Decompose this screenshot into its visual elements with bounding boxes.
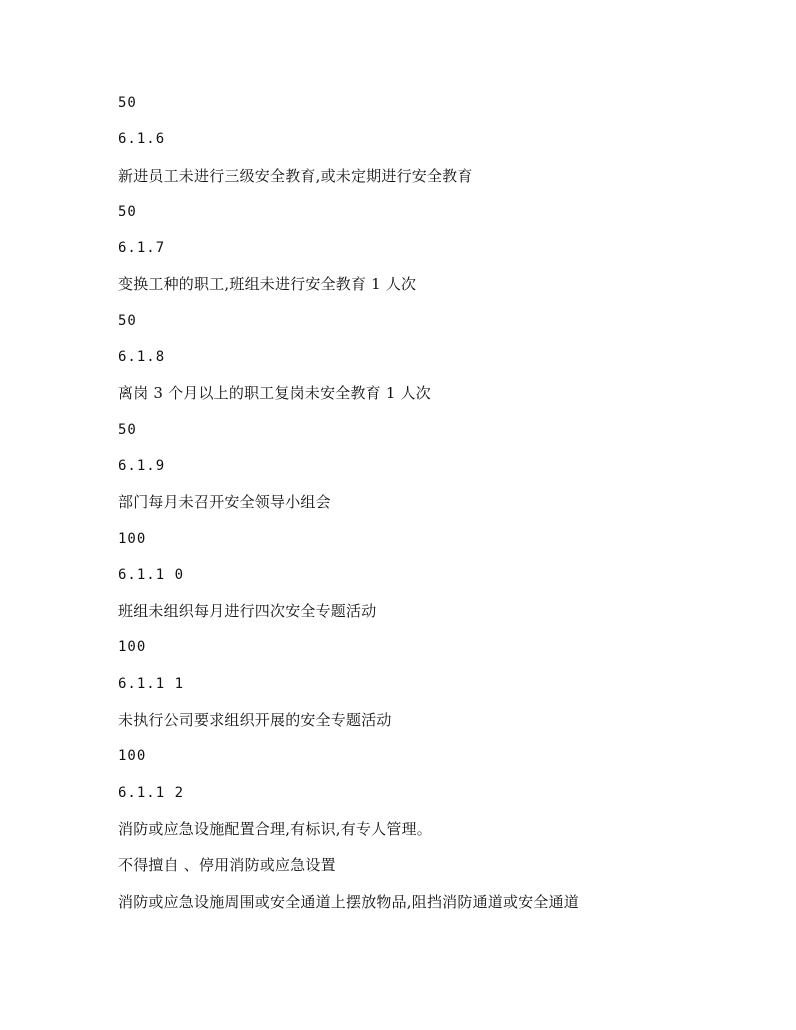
score-value: 50: [118, 95, 137, 111]
item-description: 新进员工未进行三级安全教育,或未定期进行安全教育: [118, 166, 473, 185]
item-description: 未执行公司要求组织开展的安全专题活动: [118, 711, 392, 730]
item-number: 6.1.1 2: [118, 784, 185, 801]
document-body: [118, 92, 758, 927]
item-description: 消防或应急设施配置合理,有标识,有专人管理。: [118, 819, 432, 838]
score-value: 100: [118, 748, 147, 765]
item-number: 6.1.9: [118, 457, 166, 474]
item-number: 6.1.1 0: [118, 566, 185, 583]
item-description: 班组未组织每月进行四次安全专题活动: [118, 602, 377, 621]
item-description: 不得擅自 、停用消防或应急设置: [118, 856, 336, 875]
item-description: 消防或应急设施周围或安全通道上摆放物品,阻挡消防通道或安全通道: [118, 892, 579, 911]
item-number: 6.1.1 1: [118, 675, 185, 692]
item-number: 6.1.7: [118, 240, 166, 257]
item-number: 6.1.6: [118, 131, 166, 148]
item-description: 变换工种的职工,班组未进行安全教育 1 人次: [118, 275, 417, 294]
score-value: 50: [118, 312, 137, 329]
item-description: 部门每月未召开安全领导小组会: [118, 493, 331, 512]
score-value: 100: [118, 639, 147, 656]
score-value: 50: [118, 421, 137, 438]
item-description: 离岗 3 个月以上的职工复岗未安全教育 1 人次: [118, 384, 431, 403]
score-value: 100: [118, 530, 147, 547]
score-value: 50: [118, 203, 137, 220]
item-number: 6.1.8: [118, 349, 166, 366]
